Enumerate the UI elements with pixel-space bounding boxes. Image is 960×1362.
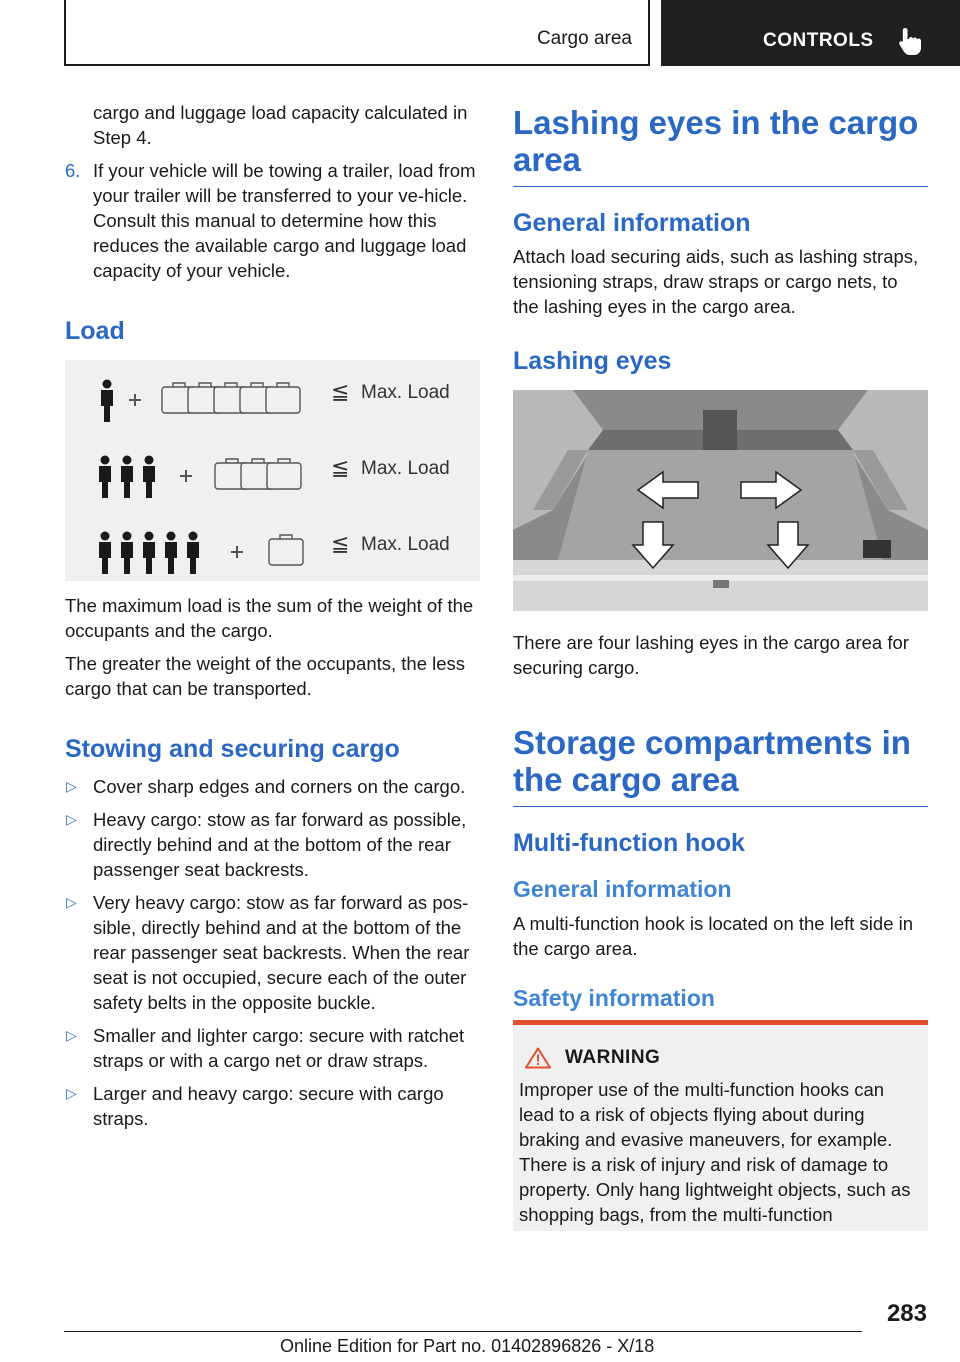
stow-bullet-2 bbox=[65, 807, 480, 882]
bullet-text: Larger and heavy cargo: secure with cargo straps. bbox=[93, 1083, 444, 1129]
le-symbol: ≦ bbox=[331, 455, 350, 480]
suitcase-icons bbox=[162, 383, 300, 413]
load-paragraph-2: The greater the weight of the occupants, the less cargo that can be transported. bbox=[65, 653, 466, 699]
hook-general-info-text: A multi-function hook is located on the left side in the cargo area. bbox=[513, 913, 914, 959]
stow-bullet-3 bbox=[65, 890, 480, 1015]
le-symbol: ≦ bbox=[331, 379, 350, 404]
person-icons bbox=[99, 532, 199, 575]
step-text: If your vehicle will be towing a trailer, load from your trailer will be transferred to your ve-hicle. Consult this manual to determine how this reduces the available cargo and luggage load capacity of your vehicle. bbox=[93, 160, 476, 281]
bullet-text: Very heavy cargo: stow as far forward as pos-sible, directly behind and at the bottom of the rear passenger seat backrests. When the rear seat is not occupied, secure each of the outer safety belts in the opposite buckle. bbox=[93, 892, 470, 1013]
footer-divider bbox=[64, 1331, 862, 1332]
section-title: Cargo area bbox=[536, 28, 632, 49]
bullet-triangle-icon: ▷ bbox=[66, 778, 77, 794]
warning-text: Improper use of the multi-function hooks can lead to a risk of objects flying about during braking and evasive maneuvers, for example. There is a risk of injury and risk of damage to property. Only hang lightweight objects, such as shopping bags, from the multi-function bbox=[519, 1079, 911, 1225]
left-column bbox=[65, 100, 480, 1139]
load-row-2 bbox=[65, 451, 480, 501]
load-heading: Load bbox=[65, 317, 125, 345]
lashing-eyes-heading: Lashing eyes bbox=[513, 347, 672, 375]
max-load-label: Max. Load bbox=[361, 534, 450, 555]
bullet-triangle-icon: ▷ bbox=[66, 894, 77, 910]
bullet-triangle-icon: ▷ bbox=[66, 811, 77, 827]
hook-general-info-heading: General information bbox=[513, 876, 732, 902]
load-diagram bbox=[65, 360, 480, 581]
chapter-tab-label: CONTROLS bbox=[763, 30, 874, 51]
lashing-eyes-section-title: Lashing eyes in the cargo area bbox=[513, 104, 928, 187]
stow-bullet-1 bbox=[65, 774, 480, 799]
stowing-heading: Stowing and securing cargo bbox=[65, 735, 400, 763]
general-info-heading: General information bbox=[513, 209, 751, 237]
edition-text: Online Edition for Part no. 01402896826 - X/18 bbox=[280, 1336, 655, 1356]
load-row-3 bbox=[65, 527, 480, 577]
page-number: 283 bbox=[886, 1300, 927, 1327]
person-icon bbox=[101, 380, 113, 423]
plus-sign bbox=[180, 470, 192, 482]
warning-box bbox=[513, 1020, 928, 1231]
person-icons bbox=[99, 456, 155, 499]
section-header-box bbox=[64, 0, 650, 66]
load-paragraph-1: The maximum load is the sum of the weight of the occupants and the cargo. bbox=[65, 595, 474, 641]
step5-continued-text: cargo and luggage load capacity calculated in Step 4. bbox=[93, 102, 468, 148]
plus-sign bbox=[231, 546, 243, 558]
chapter-tab[interactable] bbox=[661, 0, 960, 66]
max-load-label: Max. Load bbox=[361, 382, 450, 403]
bullet-triangle-icon: ▷ bbox=[66, 1085, 77, 1101]
warning-title: WARNING bbox=[565, 1047, 661, 1068]
plus-sign bbox=[129, 394, 141, 406]
safety-info-heading: Safety information bbox=[513, 985, 715, 1011]
bullet-text: Cover sharp edges and corners on the cargo. bbox=[93, 776, 466, 797]
bullet-triangle-icon: ▷ bbox=[66, 1027, 77, 1043]
step-6 bbox=[65, 158, 480, 283]
pointing-hand-icon bbox=[897, 26, 923, 56]
storage-section-title: Storage compartments in the cargo area bbox=[513, 724, 928, 807]
le-symbol: ≦ bbox=[331, 531, 350, 556]
multi-function-hook-heading: Multi-function hook bbox=[513, 829, 745, 857]
suitcase-icons bbox=[215, 459, 301, 489]
warning-header bbox=[519, 1047, 922, 1069]
bullet-text: Heavy cargo: stow as far forward as possible, directly behind and at the bottom of the rear passenger seat backrests. bbox=[93, 809, 467, 880]
cargo-area-photo bbox=[513, 390, 928, 611]
general-info-text: Attach load securing aids, such as lashing straps, tensioning straps, draw straps or cargo nets, to the lashing eyes in the cargo area. bbox=[513, 246, 919, 317]
stow-bullet-4 bbox=[65, 1023, 480, 1073]
lashing-eyes-text: There are four lashing eyes in the cargo area for securing cargo. bbox=[513, 632, 909, 678]
load-row-1 bbox=[65, 375, 480, 425]
page-header bbox=[0, 0, 960, 66]
stow-bullet-5 bbox=[65, 1081, 480, 1131]
step-number: 6. bbox=[65, 160, 81, 181]
warning-triangle-icon bbox=[525, 1047, 551, 1069]
suitcase-icon bbox=[269, 535, 303, 565]
bullet-text: Smaller and lighter cargo: secure with ratchet straps or with a cargo net or draw straps. bbox=[93, 1025, 465, 1071]
max-load-label: Max. Load bbox=[361, 458, 450, 479]
right-column bbox=[513, 100, 928, 1231]
